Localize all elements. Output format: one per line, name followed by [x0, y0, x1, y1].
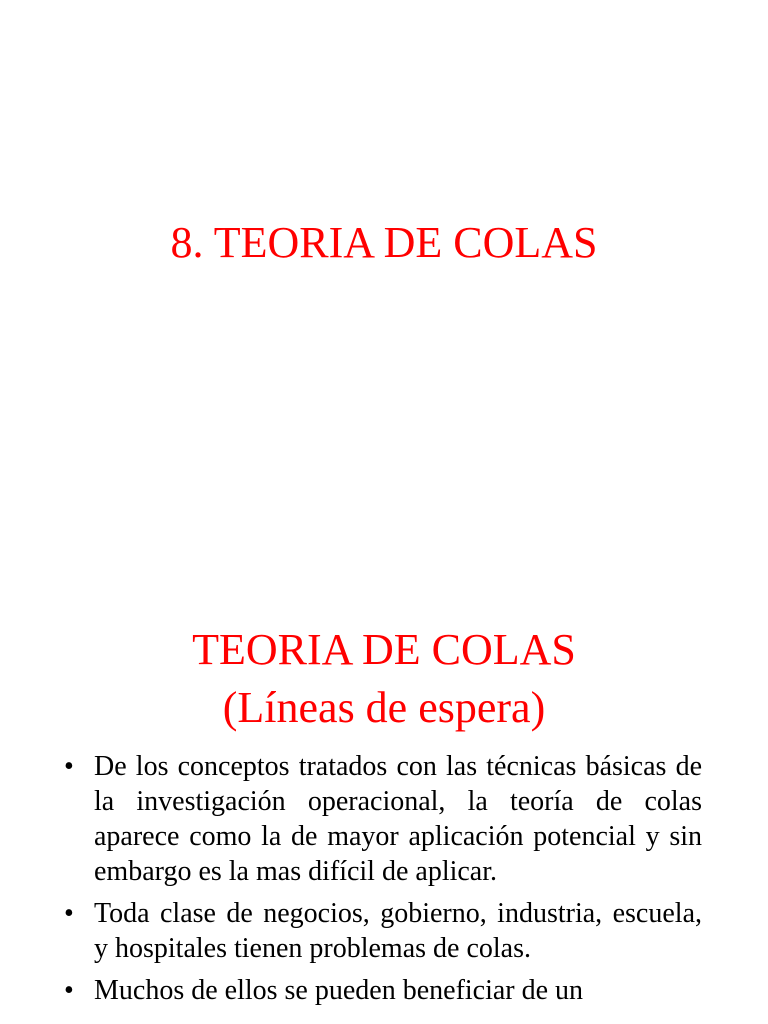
bullet-text: Toda clase de negocios, gobierno, industria, escuela, y hospitales tienen problemas de colas.	[94, 898, 702, 964]
bullet-marker: •	[64, 975, 74, 1006]
slide-2-subtitle: (Líneas de espera)	[222, 683, 546, 732]
bullet-text: Muchos de ellos se pueden beneficiar de un	[94, 975, 584, 1006]
bullet-item	[60, 749, 702, 889]
bullet-item	[60, 896, 702, 966]
bullet-marker: •	[64, 751, 74, 782]
slide-2-title: TEORIA DE COLAS	[192, 625, 576, 674]
bullet-text: De los conceptos tratados con las técnicas básicas de la investigación operacional, la teoría de colas aparece como la de mayor aplicación potencial y sin embargo es la mas difícil de aplicar.	[94, 751, 702, 887]
bullet-item	[60, 973, 702, 1008]
slide-1-title: 8. TEORIA DE COLAS	[170, 218, 598, 267]
bullet-marker: •	[64, 898, 74, 929]
bullet-list	[60, 749, 702, 1015]
